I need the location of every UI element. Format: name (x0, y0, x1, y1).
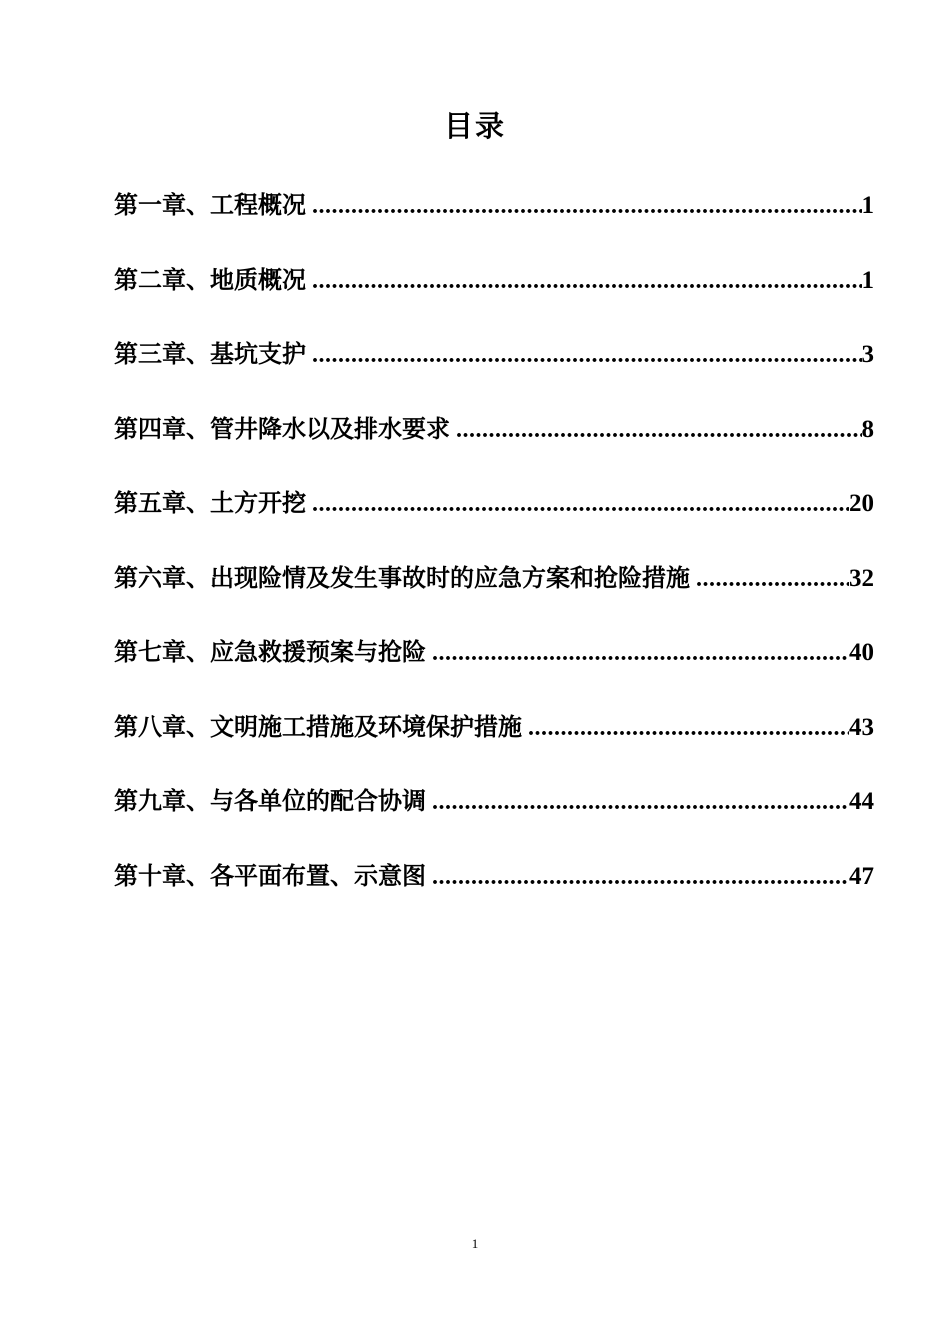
toc-entry-chapter-6[interactable] (114, 556, 874, 631)
toc-entry-chapter-9[interactable] (114, 779, 874, 854)
toc-entry-page: 32 (849, 564, 874, 592)
toc-title: 目录 (443, 109, 506, 143)
toc-dot-leader (426, 855, 849, 899)
toc-dot-leader (426, 631, 849, 675)
toc-entry-label: 第八章、文明施工措施及环境保护措施 (114, 711, 522, 741)
page-number: 1 (471, 1236, 479, 1251)
toc-entry-page: 44 (849, 788, 874, 815)
toc-entry-label: 第二章、地质概况 (114, 264, 306, 294)
toc-entry-page: 1 (861, 192, 874, 219)
toc-entry-label: 第四章、管井降水以及排水要求 (114, 413, 450, 443)
toc-entry-label: 第三章、基坑支护 (114, 339, 306, 368)
toc-entry-chapter-3[interactable] (114, 332, 874, 407)
toc-entry-chapter-7[interactable] (114, 630, 874, 705)
toc-entry-page: 40 (849, 639, 874, 666)
toc-dot-leader (306, 333, 862, 377)
toc-entry-page: 8 (861, 415, 874, 443)
toc-dot-leader (306, 259, 862, 303)
toc-entry-chapter-8[interactable] (114, 705, 874, 780)
toc-entry-chapter-5[interactable] (114, 481, 874, 556)
toc-entry-label: 第六章、出现险情及发生事故时的应急方案和抢险措施 (114, 562, 690, 592)
toc-entry-page: 20 (849, 490, 874, 517)
toc-entry-page: 47 (849, 862, 874, 890)
toc-entry-label: 第十章、各平面布置、示意图 (114, 860, 426, 890)
toc-entry-page: 1 (861, 266, 874, 294)
toc-entry-label: 第九章、与各单位的配合协调 (114, 786, 426, 815)
toc-entry-page: 43 (849, 713, 874, 741)
toc-entry-chapter-1[interactable] (114, 183, 874, 258)
toc-entry-chapter-10[interactable] (114, 854, 874, 929)
toc-entry-page: 3 (861, 341, 874, 368)
toc-dot-leader (522, 706, 849, 750)
toc-dot-leader (426, 780, 849, 824)
toc-dot-leader (690, 557, 849, 601)
toc-entry-label: 第一章、工程概况 (114, 190, 306, 219)
toc-dot-leader (306, 482, 849, 526)
toc-entry-chapter-4[interactable] (114, 407, 874, 482)
toc-dot-leader (450, 408, 862, 452)
toc-list (114, 183, 874, 928)
toc-entry-chapter-2[interactable] (114, 258, 874, 333)
toc-dot-leader (306, 184, 862, 228)
toc-entry-label: 第七章、应急救援预案与抢险 (114, 637, 426, 666)
toc-entry-label: 第五章、土方开挖 (114, 488, 306, 517)
